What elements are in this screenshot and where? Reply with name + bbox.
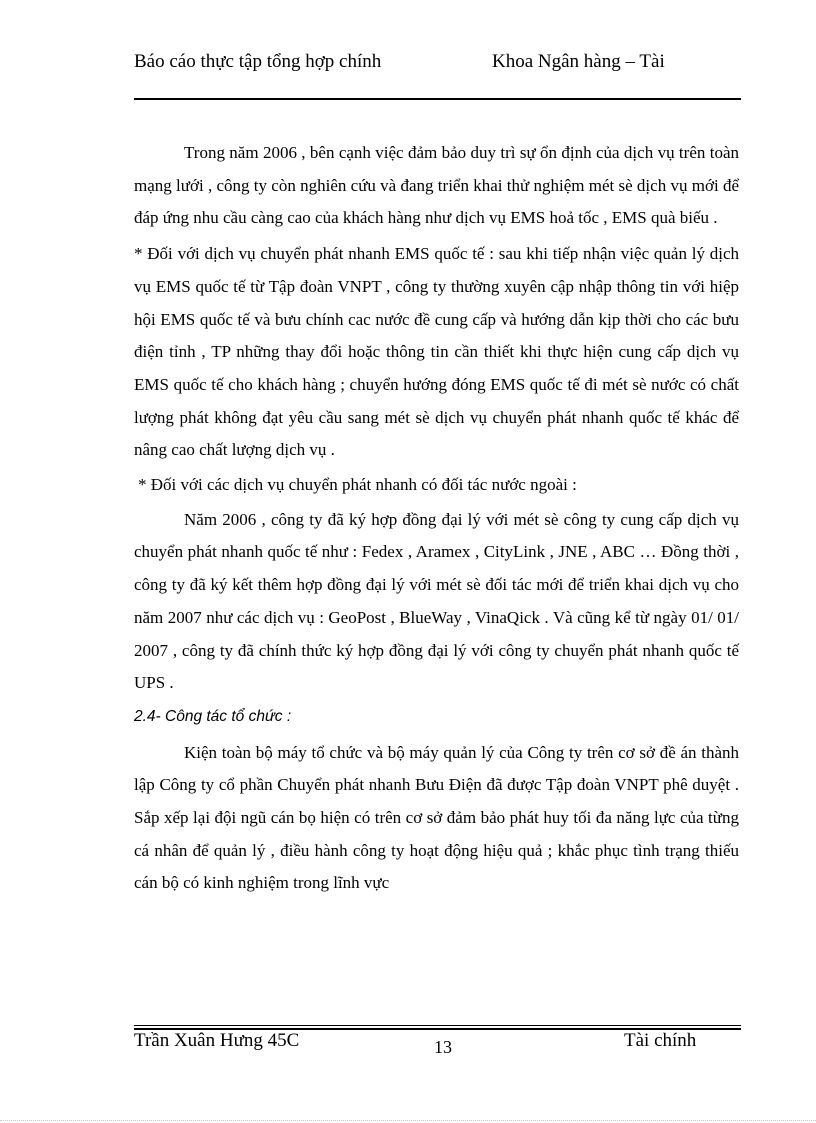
page-bottom-edge bbox=[0, 1120, 816, 1121]
paragraph-organization: Kiện toàn bộ máy tổ chức và bộ máy quản lý của Công ty trên cơ sở đề án thành lập Công ty cổ phần Chuyển phát nhanh Bưu Điện đã được Tập đoàn VNPT phê duyệt . Sắp xếp lại đội ngũ cán bọ hiện có trên cơ sở đảm bảo phát huy tối đa năng lực của từng cá nhân để quản lý , điều hành công ty hoạt động hiệu quả ; khắc phục tình trạng thiếu cán bộ có kinh nghiệm trong lĩnh vực bbox=[134, 742, 739, 893]
footer-author: Trần Xuân Hưng 45C bbox=[134, 1030, 300, 1051]
paragraph-agency-contracts: Năm 2006 , công ty đã ký hợp đồng đại lý với mét sè công ty cung cấp dịch vụ chuyển phát nhanh quốc tế như : Fedex , Aramex , CityLink , JNE , ABC … Đồng thời , công ty đã ký kết thêm hợp đồng đại lý với mét sè đối tác mới để triển khai dịch vụ cho năm 2007 như các dịch vụ : GeoPost , BlueWay , VinaQick . Và cũng kể từ ngày 01/ 01/ 2007 , công ty đã chính thức ký hợp đồng đại lý với công ty chuyển phát nhanh quốc tế UPS . bbox=[134, 509, 739, 693]
document-body bbox=[134, 137, 739, 900]
header-rule bbox=[134, 98, 741, 100]
page-number: 13 bbox=[434, 1037, 452, 1057]
section-heading-organization: 2.4- Công tác tổ chức : bbox=[134, 707, 292, 725]
footer-rule-thin bbox=[134, 1025, 741, 1026]
footer-major: Tài chính bbox=[624, 1030, 697, 1051]
paragraph-ems-international: * Đối với dịch vụ chuyển phát nhanh EMS quốc tế : sau khi tiếp nhận việc quản lý dịch vụ EMS quốc tế từ Tập đoàn VNPT , công ty thường xuyên cập nhập thông tin với hiệp hội EMS quốc tế và bưu chính cac nước đề cung cấp và hướng dẫn kịp thời cho các bưu điện tỉnh , TP những thay đổi hoặc thông tin cần thiết khi thực hiện cung cấp dịch vụ EMS quốc tế cho khách hàng ; chuyển hướng đóng EMS quốc tế đi mét sè nước có chất lượng phát không đạt yêu cầu sang mét sè dịch vụ chuyển phát nhanh quốc tế khác để nâng cao chất lượng dịch vụ . bbox=[134, 244, 739, 460]
paragraph-new-services: Trong năm 2006 , bên cạnh việc đảm bảo duy trì sự ổn định của dịch vụ trên toàn mạng lưới , công ty còn nghiên cứu và đang triển khai thử nghiệm mét sè dịch vụ mới để đáp ứng nhu cầu càng cao của khách hàng như dịch vụ EMS hoả tốc , EMS quà biếu . bbox=[134, 143, 739, 228]
header-faculty: Khoa Ngân hàng – Tài bbox=[492, 51, 665, 72]
page-header bbox=[134, 50, 742, 98]
paragraph-foreign-partners-heading: * Đối với các dịch vụ chuyển phát nhanh có đối tác nước ngoài : bbox=[138, 475, 577, 495]
header-report-title: Báo cáo thực tập tổng hợp chính bbox=[134, 51, 382, 72]
